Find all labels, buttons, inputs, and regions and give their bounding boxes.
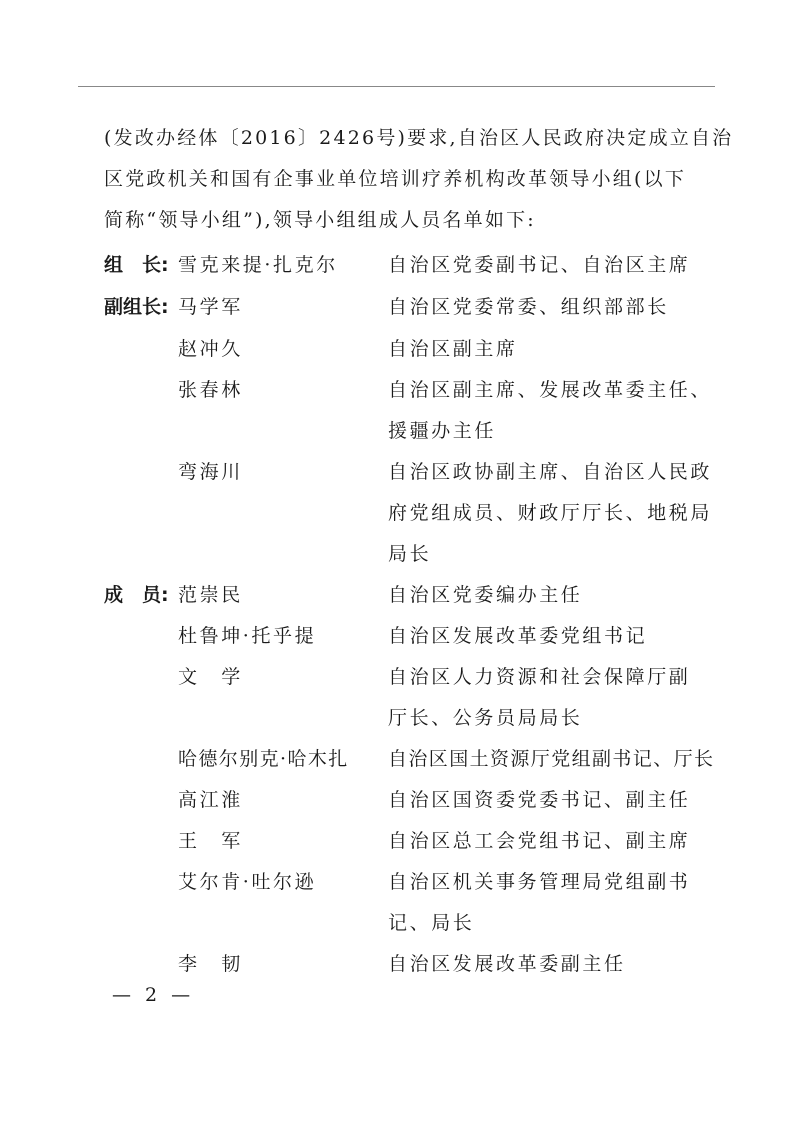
member-name: 高江淮	[178, 789, 243, 811]
role-label-leader: 组 长:	[104, 254, 169, 276]
member-title-continued: 局长	[388, 543, 432, 565]
member-title: 自治区人力资源和社会保障厅副	[388, 666, 691, 688]
member-name: 马学军	[178, 296, 243, 318]
role-label-deputy: 副组长:	[104, 296, 169, 318]
member-title: 自治区党委副书记、自治区主席	[388, 254, 691, 276]
member-title: 自治区副主席、发展改革委主任、	[388, 379, 713, 401]
role-label-member: 成 员:	[104, 584, 169, 606]
member-title: 自治区政协副主席、自治区人民政	[388, 461, 713, 483]
member-name: 赵冲久	[178, 338, 243, 360]
member-name: 文 学	[178, 666, 243, 688]
member-name: 王 军	[178, 830, 243, 852]
member-name: 张春林	[178, 379, 243, 401]
member-title: 自治区发展改革委党组书记	[388, 625, 648, 647]
intro-line: 区党政机关和国有企事业单位培训疗养机构改革领导小组(以下	[104, 168, 687, 190]
member-title: 自治区副主席	[388, 338, 518, 360]
member-title: 自治区机关事务管理局党组副书	[388, 871, 691, 893]
member-title: 自治区国土资源厅党组副书记、厅长	[388, 748, 715, 770]
member-name: 弯海川	[178, 461, 243, 483]
member-title-continued: 府党组成员、财政厅厅长、地税局	[388, 502, 713, 524]
member-name: 艾尔肯·吐尔逊	[178, 871, 317, 893]
member-title: 自治区党委常委、组织部部长	[388, 296, 669, 318]
member-title: 自治区国资委党委书记、副主任	[388, 789, 691, 811]
member-title: 自治区总工会党组书记、副主席	[388, 830, 691, 852]
member-name: 哈德尔别克·哈木扎	[178, 748, 349, 770]
member-name: 李 韧	[178, 953, 243, 975]
member-title: 自治区发展改革委副主任	[388, 953, 626, 975]
member-title: 自治区党委编办主任	[388, 584, 583, 606]
member-name: 范崇民	[178, 584, 243, 606]
intro-line: 简称“领导小组”),领导小组组成人员名单如下:	[104, 209, 536, 231]
page-number: — 2 —	[112, 984, 195, 1006]
member-name: 雪克来提·扎克尔	[178, 254, 338, 276]
member-title-continued: 援疆办主任	[388, 420, 497, 442]
member-name: 杜鲁坤·托乎提	[178, 625, 317, 647]
member-title-continued: 厅长、公务员局局长	[388, 707, 583, 729]
member-title-continued: 记、局长	[388, 912, 475, 934]
intro-line: (发改办经体〔2016〕2426号)要求,自治区人民政府决定成立自治	[104, 127, 734, 149]
